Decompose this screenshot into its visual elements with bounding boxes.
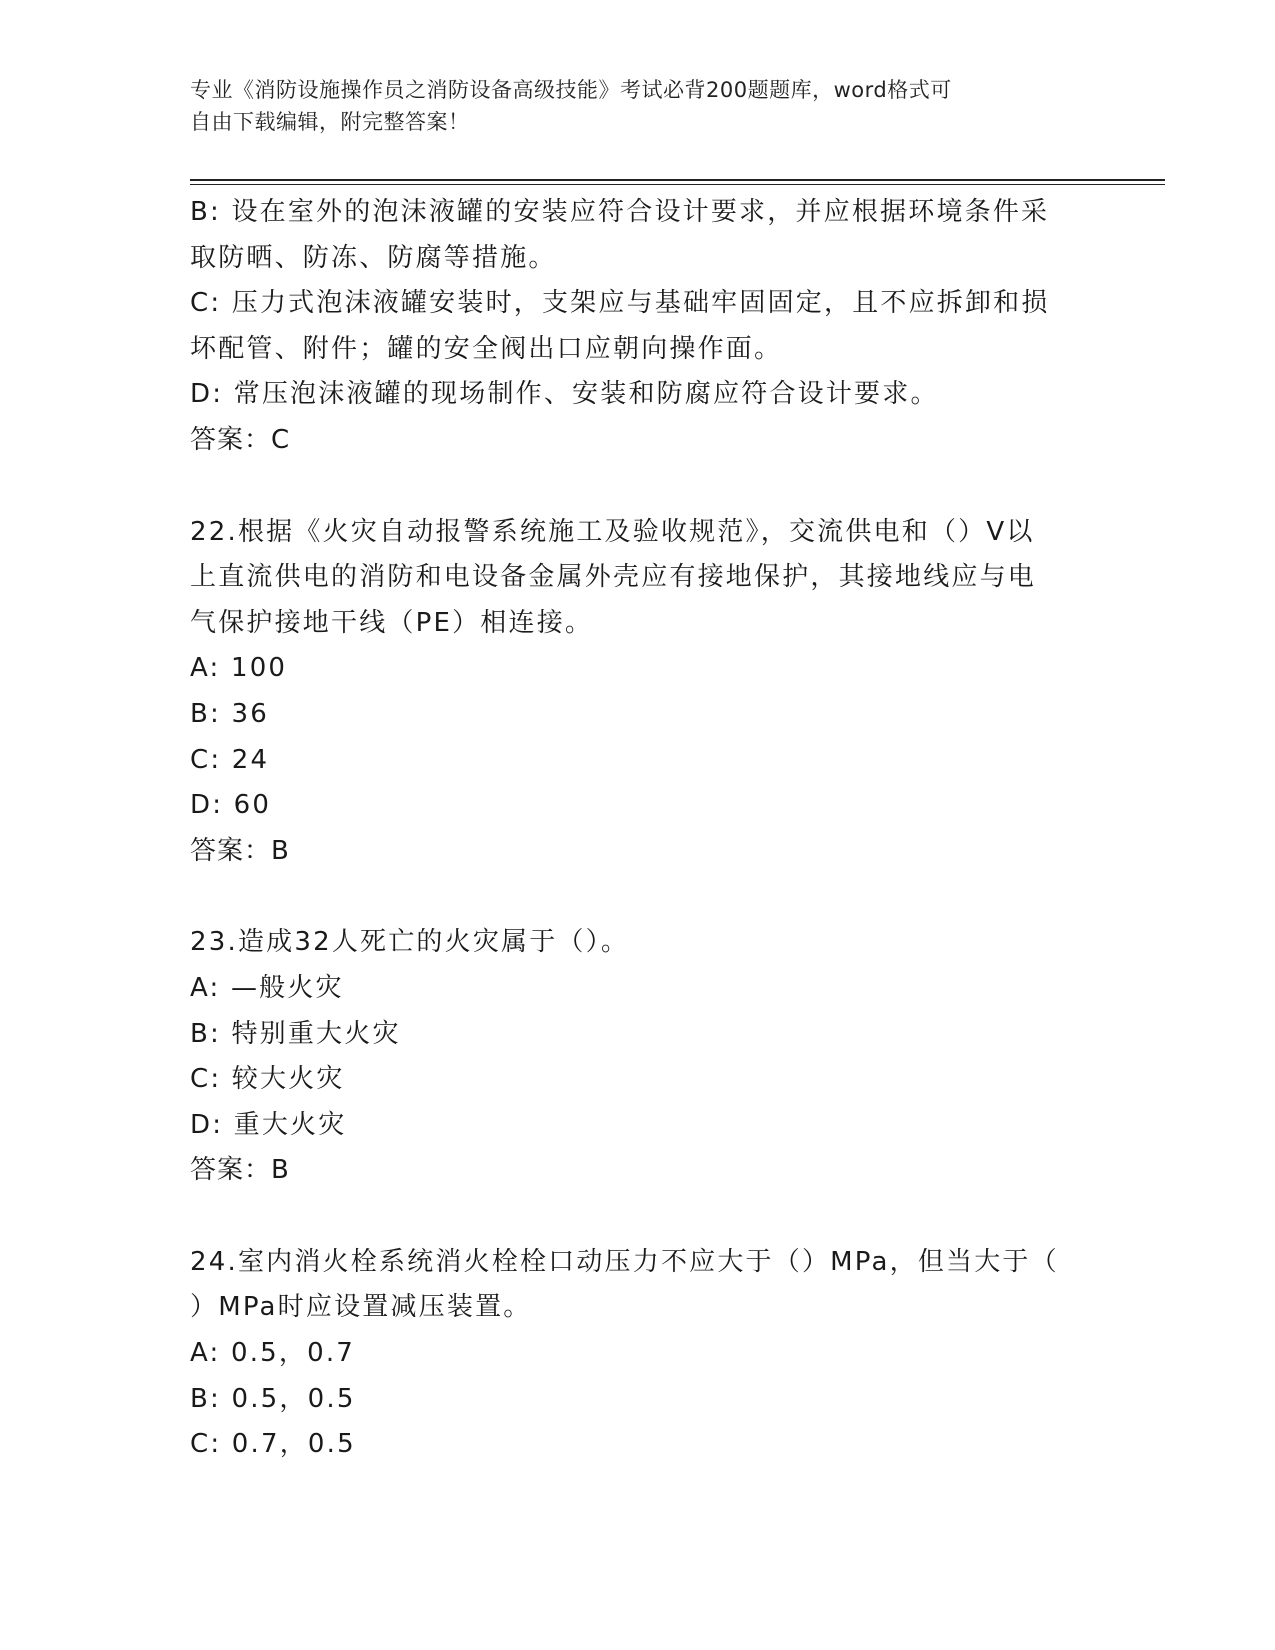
- q22-option-b: B: 36: [190, 698, 269, 729]
- document-body: [190, 190, 1090, 1468]
- q21-answer: 答案：C: [190, 424, 291, 455]
- q22-option-c: C: 24: [190, 744, 270, 775]
- spacer: [190, 874, 1090, 920]
- header-divider-thick: [190, 179, 1165, 181]
- q22-option-a: A: 100: [190, 653, 288, 684]
- q23-option-b: B: 特别重大火灾: [190, 1018, 401, 1049]
- q24-stem-line-2: ）MPa时应设置减压装置。: [190, 1292, 532, 1323]
- q23-answer: 答案：B: [190, 1155, 290, 1186]
- q22-answer: 答案：B: [190, 835, 290, 866]
- q22-stem-line-3: 气保护接地干线（PE）相连接。: [190, 607, 594, 638]
- q21-option-b-line-2: 取防晒、防冻、防腐等措施。: [190, 242, 557, 273]
- q21-option-b-line-1: B: 设在室外的泡沫液罐的安装应符合设计要求，并应根据环境条件采: [190, 197, 1050, 227]
- q24-option-b: B: 0.5，0.5: [190, 1383, 356, 1414]
- q22-stem-line-2: 上直流供电的消防和电设备金属外壳应有接地保护，其接地线应与电: [190, 562, 1037, 593]
- q22-option-d: D: 60: [190, 790, 272, 821]
- header-title-line-1: 专业《消防设施操作员之消防设备高级技能》考试必背200题题库，word格式可: [190, 78, 952, 102]
- spacer: [190, 1194, 1090, 1240]
- question-24: [190, 1240, 1090, 1468]
- header-divider-thin: [190, 184, 1165, 185]
- spacer: [190, 464, 1090, 510]
- q24-option-c: C: 0.7，0.5: [190, 1429, 356, 1460]
- question-23: [190, 920, 1090, 1194]
- q24-option-a: A: 0.5，0.7: [190, 1338, 356, 1369]
- q21-option-c-line-2: 坏配管、附件；罐的安全阀出口应朝向操作面。: [190, 333, 783, 364]
- q21-option-d: D: 常压泡沫液罐的现场制作、安装和防腐应符合设计要求。: [190, 379, 939, 410]
- header-title-line-2: 自由下载编辑，附完整答案！: [190, 110, 470, 134]
- q23-option-d: D: 重大火灾: [190, 1109, 347, 1140]
- document-header: [190, 74, 1090, 138]
- question-22: [190, 510, 1090, 875]
- q24-stem-line-1: 24.室内消火栓系统消火栓栓口动压力不应大于（）MPa，但当大于（: [190, 1246, 1059, 1277]
- q23-option-a: A: —般火灾: [190, 972, 344, 1003]
- q22-stem-line-1: 22.根据《火灾自动报警系统施工及验收规范》，交流供电和（）V以: [190, 516, 1035, 547]
- q23-stem: 23.造成32人死亡的火灾属于（）。: [190, 927, 630, 958]
- q23-option-c: C: 较大火灾: [190, 1064, 345, 1095]
- question-21-continuation: [190, 190, 1090, 464]
- q21-option-c-line-1: C: 压力式泡沫液罐安装时，支架应与基础牢固固定，且不应拆卸和损: [190, 288, 1050, 319]
